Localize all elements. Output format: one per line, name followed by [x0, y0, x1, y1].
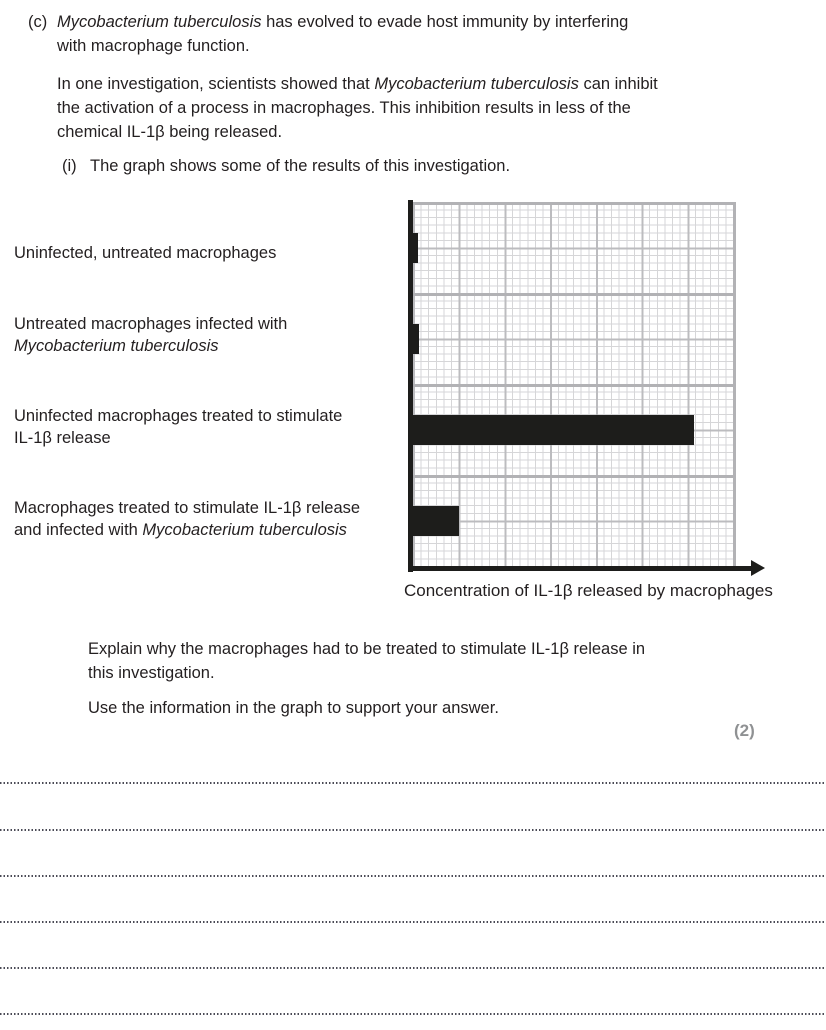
species-name: Mycobacterium tuberculosis [374, 75, 579, 93]
text-line [57, 72, 658, 96]
text-segment: Macrophages treated to stimulate IL-1β release [14, 499, 361, 517]
investigation-paragraph [57, 72, 658, 144]
chart-bar [413, 506, 459, 536]
text-line [88, 661, 645, 685]
text-line [57, 120, 658, 144]
part-label: (c) [28, 13, 48, 31]
x-axis [408, 566, 753, 571]
species-name: Mycobacterium tuberculosis [57, 13, 262, 31]
chart-bar [413, 415, 694, 445]
text-segment: Uninfected, untreated macrophages [14, 244, 277, 262]
text-line [57, 96, 658, 120]
subpart-text: The graph shows some of the results of this investigation. [90, 157, 511, 175]
answer-line-1[interactable] [0, 782, 826, 784]
category-label-4 [14, 497, 412, 541]
chart-plot-area [413, 202, 736, 566]
species-name: Mycobacterium tuberculosis [14, 337, 219, 355]
answer-line-6[interactable] [0, 1013, 826, 1015]
text-line [14, 242, 412, 264]
text-line [14, 335, 412, 357]
y-axis [408, 200, 413, 572]
chart-bar [413, 233, 418, 263]
text-segment: has evolved to evade host immunity by interfering [261, 13, 629, 31]
text-segment: Untreated macrophages infected with [14, 315, 288, 333]
text-line [57, 34, 628, 58]
text-line [14, 497, 412, 519]
subpart-label: (i) [62, 157, 77, 175]
chart-bar [413, 324, 419, 354]
text-segment: IL-1β release [14, 429, 111, 447]
text-line [57, 10, 628, 34]
answer-line-5[interactable] [0, 967, 826, 969]
answer-line-3[interactable] [0, 875, 826, 877]
text-segment: In one investigation, scientists showed that [57, 75, 375, 93]
text-segment: the activation of a process in macrophages. This inhibition results in less of the [57, 99, 631, 117]
explain-prompt [88, 637, 645, 685]
text-segment: with macrophage function. [57, 37, 250, 55]
text-segment: and infected with [14, 521, 143, 539]
text-segment: can inhibit [578, 75, 658, 93]
text-line [88, 637, 645, 661]
text-line [14, 519, 412, 541]
text-line [14, 427, 412, 449]
text-line [14, 313, 412, 335]
text-segment: chemical IL-1β being released. [57, 123, 283, 141]
species-name: Mycobacterium tuberculosis [142, 521, 347, 539]
category-label-2 [14, 313, 412, 357]
category-label-3 [14, 405, 412, 449]
marks-badge: (2) [734, 721, 755, 740]
support-prompt: Use the information in the graph to support your answer. [88, 699, 499, 717]
text-segment: this investigation. [88, 664, 215, 682]
text-segment: Uninfected macrophages treated to stimulate [14, 407, 343, 425]
text-segment: Explain why the macrophages had to be treated to stimulate IL-1β release in [88, 640, 646, 658]
category-label-1 [14, 242, 412, 264]
x-axis-label: Concentration of IL-1β released by macrophages [404, 581, 773, 600]
answer-line-4[interactable] [0, 921, 826, 923]
x-axis-arrowhead-icon [751, 560, 765, 576]
intro-paragraph [57, 10, 628, 58]
text-line [14, 405, 412, 427]
answer-line-2[interactable] [0, 829, 826, 831]
